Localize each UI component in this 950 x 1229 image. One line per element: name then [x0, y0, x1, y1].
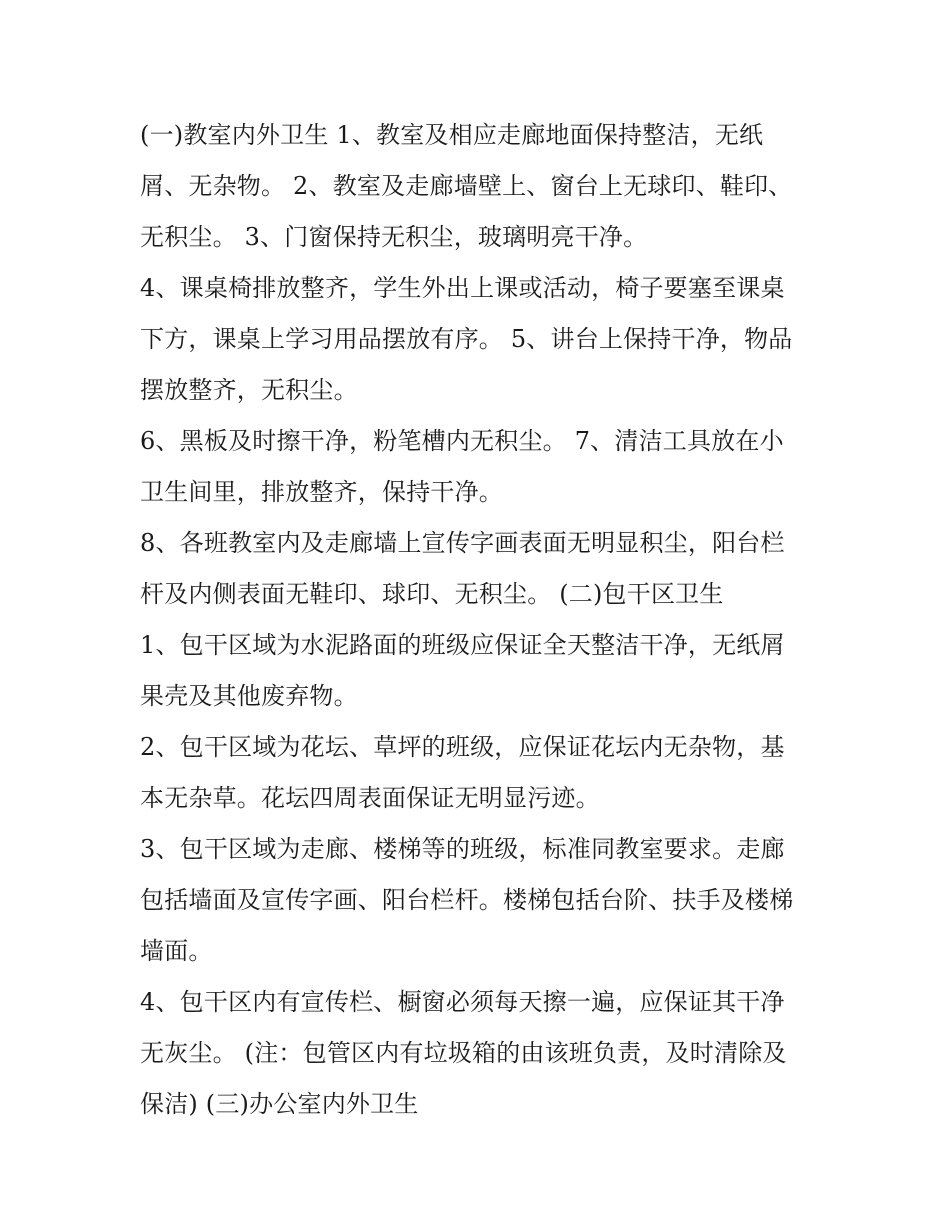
text-line: 摆放整齐，无积尘。	[140, 376, 358, 404]
text-line: 无灰尘。 (注：包管区内有垃圾箱的由该班负责，及时清除及	[140, 1039, 787, 1067]
text-line: 屑、无杂物。 2、教室及走廊墙壁上、窗台上无球印、鞋印、	[140, 172, 793, 200]
text-line: 墙面。	[140, 937, 213, 965]
text-line: 卫生间里，排放整齐，保持干净。	[140, 478, 503, 506]
text-line: 2、包干区域为花坛、草坪的班级，应保证花坛内无杂物，基	[140, 733, 785, 761]
text-line: 下方，课桌上学习用品摆放有序。 5、讲台上保持干净，物品	[140, 325, 793, 353]
text-line: 无积尘。 3、门窗保持无积尘，玻璃明亮干净。	[140, 223, 648, 251]
text-line: 4、课桌椅排放整齐，学生外出上课或活动，椅子要塞至课桌	[140, 274, 785, 302]
text-line: 保洁) (三)办公室内外卫生	[140, 1090, 419, 1118]
text-line: 4、包干区内有宣传栏、橱窗必须每天擦一遍，应保证其干净	[140, 988, 785, 1016]
text-line: 包括墙面及宣传字画、阳台栏杆。楼梯包括台阶、扶手及楼梯	[140, 886, 794, 914]
text-line: 8、各班教室内及走廊墙上宣传字画表面无明显积尘，阳台栏	[140, 529, 785, 557]
text-line: 果壳及其他废弃物。	[140, 682, 358, 710]
text-line: (一)教室内外卫生 1、教室及相应走廊地面保持整洁，无纸	[140, 121, 764, 149]
text-line: 1、包干区域为水泥路面的班级应保证全天整洁干净，无纸屑	[140, 631, 785, 659]
document-body	[140, 110, 840, 1130]
text-line: 6、黑板及时擦干净，粉笔槽内无积尘。 7、清洁工具放在小	[140, 427, 784, 455]
text-line: 3、包干区域为走廊、楼梯等的班级，标准同教室要求。走廊	[140, 835, 785, 863]
text-line: 本无杂草。花坛四周表面保证无明显污迹。	[140, 784, 600, 812]
text-line: 杆及内侧表面无鞋印、球印、无积尘。 (二)包干区卫生	[140, 580, 724, 608]
